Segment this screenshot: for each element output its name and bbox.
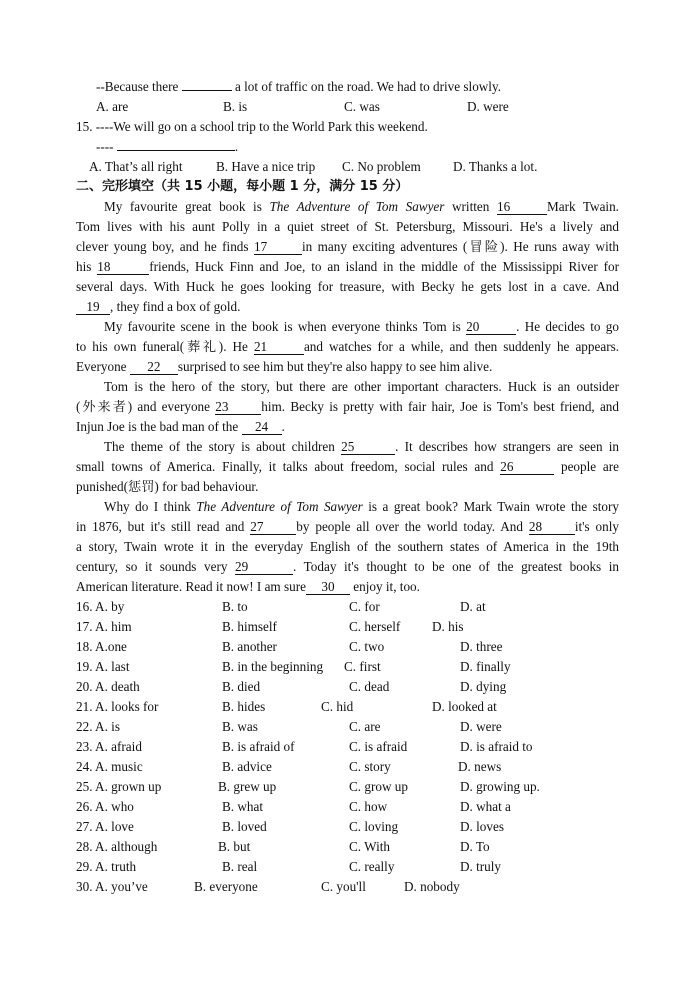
option-27-c[interactable]: C. loving [349, 819, 399, 834]
option-28-d[interactable]: D. To [460, 839, 490, 854]
option-30-d[interactable]: D. nobody [404, 879, 460, 894]
option-20-c[interactable]: C. dead [349, 679, 390, 694]
option-28-b[interactable]: B. but [218, 839, 251, 854]
blank-29[interactable]: 29 [235, 559, 293, 575]
blank-19[interactable]: 19 [76, 299, 110, 315]
option-26-d[interactable]: D. what a [460, 799, 511, 814]
blank-27[interactable]: 27 [250, 519, 296, 535]
option-17-d[interactable]: D. his [432, 619, 464, 634]
option-20-a[interactable]: 20. A. death [76, 679, 140, 694]
option-19-c[interactable]: C. first [344, 659, 381, 674]
option-17-c[interactable]: C. herself [349, 619, 401, 634]
blank-q15[interactable] [117, 150, 235, 151]
option-19-b[interactable]: B. in the beginning [222, 659, 324, 674]
blank-30[interactable]: 30 [306, 579, 350, 595]
blank-25[interactable]: 25 [341, 439, 395, 455]
option-25-b[interactable]: B. grew up [218, 779, 277, 794]
q15-option-b[interactable]: B. Have a nice trip [216, 159, 316, 174]
q15-reply: ---- . [96, 139, 239, 154]
option-16-b[interactable]: B. to [222, 599, 248, 614]
option-27-b[interactable]: B. loved [222, 819, 267, 834]
option-19-a[interactable]: 19. A. last [76, 659, 130, 674]
blank-23[interactable]: 23 [215, 399, 261, 415]
option-20-b[interactable]: B. died [222, 679, 261, 694]
blank-21[interactable]: 21 [254, 339, 304, 355]
option-27-d[interactable]: D. loves [460, 819, 504, 834]
option-23-d[interactable]: D. is afraid to [460, 739, 533, 754]
option-27-a[interactable]: 27. A. love [76, 819, 134, 834]
option-21-c[interactable]: C. hid [321, 699, 354, 714]
option-25-c[interactable]: C. grow up [349, 779, 408, 794]
blank-16[interactable]: 16 [497, 199, 547, 215]
option-18-b[interactable]: B. another [222, 639, 277, 654]
option-25-d[interactable]: D. growing up. [460, 779, 540, 794]
blank-20[interactable]: 20 [466, 319, 516, 335]
blank-18[interactable]: 18 [97, 259, 149, 275]
option-25-a[interactable]: 25. A. grown up [76, 779, 162, 794]
option-24-b[interactable]: B. advice [222, 759, 272, 774]
option-26-a[interactable]: 26. A. who [76, 799, 134, 814]
blank-q14[interactable] [182, 90, 232, 91]
option-23-b[interactable]: B. is afraid of [222, 739, 295, 754]
option-22-a[interactable]: 22. A. is [76, 719, 120, 734]
option-16-d[interactable]: D. at [460, 599, 486, 614]
option-23-c[interactable]: C. is afraid [349, 739, 408, 754]
option-29-a[interactable]: 29. A. truth [76, 859, 137, 874]
option-30-b[interactable]: B. everyone [194, 879, 258, 894]
blank-17[interactable]: 17 [254, 239, 302, 255]
q15-option-d[interactable]: D. Thanks a lot. [453, 159, 538, 174]
option-18-c[interactable]: C. two [349, 639, 385, 654]
blank-26[interactable]: 26 [500, 459, 554, 475]
option-20-d[interactable]: D. dying [460, 679, 507, 694]
option-29-b[interactable]: B. real [222, 859, 258, 874]
blank-24[interactable]: 24 [242, 419, 282, 435]
option-18-a[interactable]: 18. A.one [76, 639, 127, 654]
q14-option-c[interactable]: C. was [344, 99, 380, 114]
option-29-c[interactable]: C. really [349, 859, 395, 874]
option-26-b[interactable]: B. what [222, 799, 264, 814]
option-30-a[interactable]: 30. A. you’ve [76, 879, 148, 894]
option-30-c[interactable]: C. you'll [321, 879, 366, 894]
option-19-d[interactable]: D. finally [460, 659, 511, 674]
q14-option-d[interactable]: D. were [467, 99, 509, 114]
q14-option-a[interactable]: A. are [96, 99, 129, 114]
option-21-d[interactable]: D. looked at [432, 699, 497, 714]
option-24-d[interactable]: D. news [458, 759, 502, 774]
blank-22[interactable]: 22 [130, 359, 178, 375]
option-17-b[interactable]: B. himself [222, 619, 277, 634]
option-23-a[interactable]: 23. A. afraid [76, 739, 142, 754]
option-26-c[interactable]: C. how [349, 799, 388, 814]
q15-stem: 15. ----We will go on a school trip to the World Park this weekend. [76, 119, 428, 134]
q15-option-a[interactable]: A. That’s all right [89, 159, 183, 174]
option-28-a[interactable]: 28. A. although [76, 839, 158, 854]
q15-option-c[interactable]: C. No problem [342, 159, 421, 174]
option-22-c[interactable]: C. are [349, 719, 381, 734]
blank-28[interactable]: 28 [529, 519, 575, 535]
q14-option-b[interactable]: B. is [223, 99, 248, 114]
q14-stem: --Because there a lot of traffic on the road. We had to drive slowly. [96, 79, 502, 94]
option-22-d[interactable]: D. were [460, 719, 502, 734]
option-21-b[interactable]: B. hides [222, 699, 266, 714]
section-heading: 二、完形填空（共 15 小题，每小题 1 分，满分 15 分） [76, 179, 409, 194]
book-title: The Adventure of Tom Sawyer [196, 499, 363, 514]
option-24-c[interactable]: C. story [349, 759, 391, 774]
option-24-a[interactable]: 24. A. music [76, 759, 143, 774]
option-16-c[interactable]: C. for [349, 599, 380, 614]
option-16-a[interactable]: 16. A. by [76, 599, 125, 614]
option-18-d[interactable]: D. three [460, 639, 503, 654]
option-29-d[interactable]: D. truly [460, 859, 502, 874]
option-17-a[interactable]: 17. A. him [76, 619, 132, 634]
book-title: The Adventure of Tom Sawyer [269, 199, 445, 214]
option-28-c[interactable]: C. With [349, 839, 390, 854]
option-21-a[interactable]: 21. A. looks for [76, 699, 159, 714]
option-22-b[interactable]: B. was [222, 719, 258, 734]
